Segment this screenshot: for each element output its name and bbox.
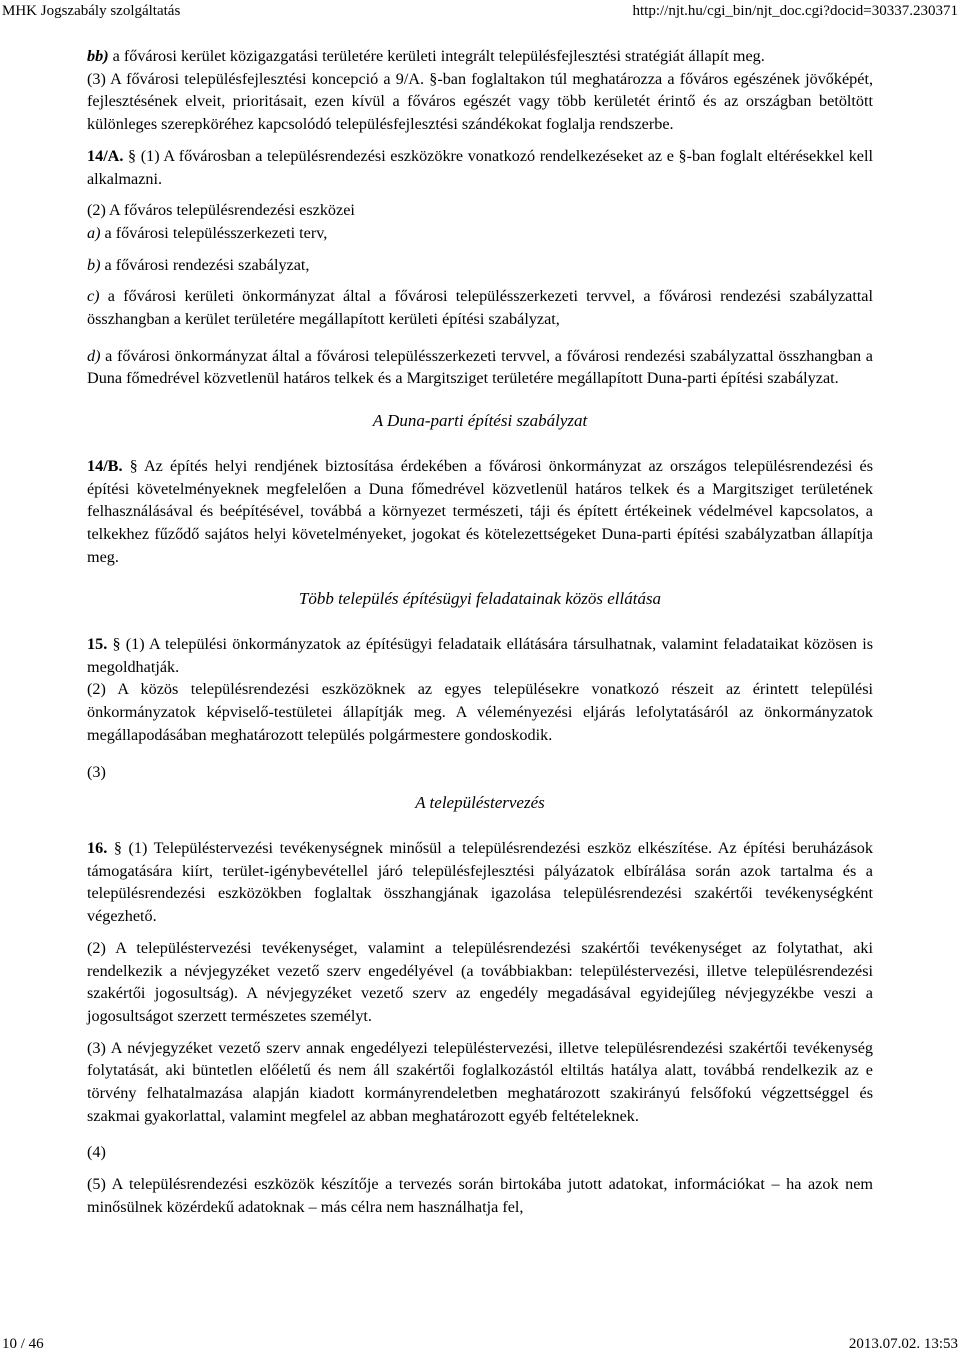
point-text: a fővárosi településszerkezeti terv,	[100, 223, 328, 242]
section-number: 16.	[87, 838, 108, 857]
page-footer	[0, 1334, 960, 1356]
section-14b	[87, 455, 873, 569]
section-number: 14/A.	[87, 146, 124, 165]
header-url[interactable]: http://njt.hu/cgi_bin/njt_doc.cgi?docid=30337.230371	[632, 3, 958, 19]
section-title-telepulestervezes: A településtervezés	[415, 793, 545, 813]
section-15-para-2: (2) A közös településrendezési eszközöknek az egyes településekre vonatkozó részeit az érintett települési önkormányzatok képviselő-testületei állapítják meg. A véleményezési eljárás lefolytatásáról az önkormányzatok megállapodásában meghatározott település polgármestere gondoskodik.	[87, 680, 873, 744]
section-text: § Az építés helyi rendjének biztosítása érdekében a fővárosi önkormányzat az országos településrendezési és építési követelményeknek megfelelően a Duna főmedrével közvetlenül határos telkek és a Margitsziget területének felhasználásával és beépítésével, továbbá a környezet természeti, táji és épített értékeinek védelmével kapcsolatos, a telkekhez fűződő sajátos helyi követelményeket, jogokat és kötelezettségeket Duna-parti építési szabályzatban állapítja meg.	[87, 456, 873, 566]
section-number: 15.	[87, 635, 108, 654]
section-14a-para-1	[87, 145, 873, 190]
point-label: bb)	[87, 47, 109, 65]
point-b	[87, 254, 873, 277]
point-a	[87, 222, 873, 245]
point-bb	[87, 45, 873, 68]
section-number: 14/B.	[87, 456, 123, 475]
section-14a-para-2: (2) A főváros településrendezési eszközei	[87, 201, 355, 220]
point-d	[87, 345, 873, 390]
print-datetime: 2013.07.02. 13:53	[848, 1336, 958, 1352]
header-source: MHK Jogszabály szolgáltatás	[2, 3, 181, 19]
paragraph-3: (3) A fővárosi településfejlesztési koncepció a 9/A. §-ban foglaltakon túl meghatározza a főváros egészének jövőképét, fejlesztésének elveit, prioritásait, ezen kívül a főváros egészét vagy több kerületét érintő és az országban betöltött különleges szerepköréhez kapcsolódó településfejlesztési szándékokat foglalja rendszerbe.	[87, 69, 873, 134]
section-16-para-1	[87, 837, 873, 928]
document-body	[87, 45, 873, 1219]
section-15-para-1	[87, 633, 873, 678]
section-16-para-3: (3) A névjegyzéket vezető szerv annak engedélyezi településtervezési, illetve településrendezési szakértői tevékenység folytatását, aki büntetlen előéletű és nem áll szakértői foglalkozástól eltiltás hatálya alatt, továbbá rendelkezik az e törvény felhatalmazása alapján kiadott kormányrendeletben meghatározott szakirányú felsőfokú végzettséggel és szakmai gyakorlattal, valamint megfelel az abban meghatározott egyéb feltételeknek.	[87, 1038, 873, 1125]
section-15-para-3: (3)	[87, 762, 106, 781]
point-text: a fővárosi önkormányzat által a fővárosi településszerkezeti tervvel, a fővárosi rendezési szabályzattal összhangban a Duna főmedrével közvetlenül határos telkek és a Margitsziget területére megállapított Duna-parti építési szabályzat.	[87, 346, 873, 388]
point-text: a fővárosi kerületi önkormányzat által a fővárosi településszerkezeti tervvel, a fővárosi rendezési szabályzattal összhangban a kerület területére megállapított kerületi építési szabályzat,	[87, 287, 873, 329]
section-text: § (1) A települési önkormányzatok az építésügyi feladataik ellátására társulhatnak, valamint feladataikat közösen is megoldhatják.	[87, 635, 873, 676]
point-c	[87, 285, 873, 330]
section-text: § (1) A fővárosban a településrendezési eszközökre vonatkozó rendelkezéseket az e §-ban foglalt eltérésekkel kell alkalmazni.	[87, 146, 873, 188]
section-16-para-4: (4)	[87, 1143, 106, 1162]
page-header	[0, 0, 960, 26]
section-16-para-2: (2) A településtervezési tevékenységet, valamint a településrendezési szakértői tevékenységet az folytathat, aki rendelkezik a névjegyzéket vezető szerv engedélyével (a továbbiakban: településtervezési, illetve településrendezési szakértői jogosultság). A névjegyzéket vezető szerv az engedély megadásával egyidejűleg névjegyzékbe veszi a jogosultságot szerzett természetes személyt.	[87, 938, 873, 1025]
page-number: 10 / 46	[2, 1336, 44, 1352]
point-label: c)	[87, 287, 100, 306]
section-title-duna: A Duna-parti építési szabályzat	[372, 411, 588, 431]
point-label: d)	[87, 346, 101, 365]
point-text: a fővárosi kerület közigazgatási területére kerületi integrált településfejlesztési stratégiát állapít meg.	[108, 47, 765, 65]
point-label: b)	[87, 255, 101, 274]
section-16-para-5: (5) A településrendezési eszközök készítője a tervezés során birtokába jutott adatokat, információkat – ha azok nem minősülnek közérdekű adatoknak – más célra nem használhatja fel,	[87, 1175, 873, 1216]
point-text: a fővárosi rendezési szabályzat,	[100, 255, 310, 274]
section-title-kozos-ellatas: Több település építésügyi feladatainak közös ellátása	[298, 589, 662, 609]
point-label: a)	[87, 223, 101, 242]
section-text: § (1) Településtervezési tevékenységnek minősül a településrendezési eszköz elkészítése. Az építési beruházások támogatására kiírt, terület-igénybevétellel járó településfejlesztési pályázatok elbírálása során azok tartalma és a településrendezési eszközökben foglaltak összhangjának igazolása településrendezési szakértői tevékenységként végezhető.	[87, 838, 873, 926]
